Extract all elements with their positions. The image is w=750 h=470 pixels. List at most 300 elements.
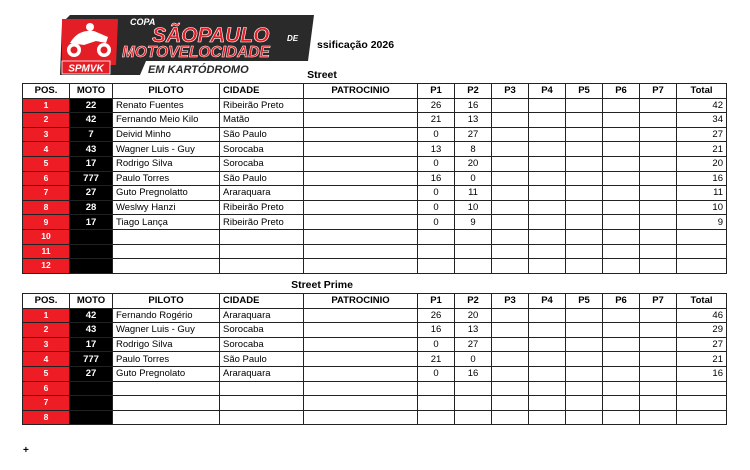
p1-cell [418, 229, 455, 244]
sponsor-cell [304, 113, 418, 128]
p6-cell [603, 142, 640, 157]
p7-cell [640, 244, 677, 259]
p5-cell [566, 171, 603, 186]
p1-cell: 0 [418, 127, 455, 142]
city-cell: São Paulo [220, 171, 304, 186]
city-cell: Araraquara [220, 186, 304, 201]
total-cell [677, 396, 727, 411]
p4-cell [529, 98, 566, 113]
position-cell: 7 [23, 396, 70, 411]
moto-number-cell: 17 [70, 337, 113, 352]
pilot-name-cell: Paulo Torres [113, 352, 220, 367]
position-cell: 1 [23, 308, 70, 323]
p3-cell [492, 410, 529, 425]
header-pos: POS. [23, 294, 70, 309]
p3-cell [492, 186, 529, 201]
p6-cell [603, 410, 640, 425]
header-p7: P7 [640, 294, 677, 309]
header-patrocinio: PATROCINIO [304, 294, 418, 309]
pilot-name-cell: Tiago Lança [113, 215, 220, 230]
table-row [23, 142, 727, 157]
total-cell: 16 [677, 366, 727, 381]
pilot-name-cell: Rodrigo Silva [113, 156, 220, 171]
city-cell: São Paulo [220, 352, 304, 367]
table-row [23, 229, 727, 244]
p4-cell [529, 142, 566, 157]
header-total: Total [677, 84, 727, 99]
p5-cell [566, 308, 603, 323]
p5-cell [566, 229, 603, 244]
city-cell: Araraquara [220, 366, 304, 381]
sponsor-cell [304, 200, 418, 215]
position-cell: 11 [23, 244, 70, 259]
moto-number-cell: 42 [70, 308, 113, 323]
position-cell: 1 [23, 98, 70, 113]
standings-table-street-prime [22, 293, 727, 425]
table-header-row [23, 84, 727, 99]
p3-cell [492, 98, 529, 113]
p6-cell [603, 323, 640, 338]
p6-cell [603, 308, 640, 323]
city-cell [220, 229, 304, 244]
sponsor-cell [304, 142, 418, 157]
header-p1: P1 [418, 294, 455, 309]
p7-cell [640, 156, 677, 171]
p5-cell [566, 323, 603, 338]
p1-cell [418, 396, 455, 411]
position-cell: 2 [23, 113, 70, 128]
p5-cell [566, 337, 603, 352]
p2-cell: 13 [455, 323, 492, 338]
p1-cell: 0 [418, 200, 455, 215]
city-cell [220, 396, 304, 411]
sponsor-cell [304, 229, 418, 244]
total-cell [677, 381, 727, 396]
p4-cell [529, 352, 566, 367]
table-row [23, 366, 727, 381]
p2-cell [455, 396, 492, 411]
p5-cell [566, 244, 603, 259]
position-cell: 5 [23, 366, 70, 381]
p2-cell [455, 244, 492, 259]
p7-cell [640, 186, 677, 201]
city-cell: Sorocaba [220, 323, 304, 338]
header-p5: P5 [566, 294, 603, 309]
p6-cell [603, 381, 640, 396]
position-cell: 6 [23, 381, 70, 396]
p3-cell [492, 171, 529, 186]
sponsor-cell [304, 366, 418, 381]
p3-cell [492, 337, 529, 352]
svg-text:DE: DE [287, 34, 299, 43]
moto-number-cell: 22 [70, 98, 113, 113]
header-p2: P2 [455, 294, 492, 309]
p7-cell [640, 142, 677, 157]
table-row [23, 113, 727, 128]
p5-cell [566, 156, 603, 171]
pilot-name-cell: Wagner Luis - Guy [113, 142, 220, 157]
p4-cell [529, 186, 566, 201]
p4-cell [529, 244, 566, 259]
city-cell [220, 244, 304, 259]
moto-number-cell [70, 244, 113, 259]
header-p4: P4 [529, 294, 566, 309]
total-cell: 42 [677, 98, 727, 113]
p4-cell [529, 113, 566, 128]
header-p1: P1 [418, 84, 455, 99]
p1-cell: 21 [418, 352, 455, 367]
moto-number-cell: 43 [70, 142, 113, 157]
total-cell: 27 [677, 127, 727, 142]
total-cell: 21 [677, 142, 727, 157]
position-cell: 2 [23, 323, 70, 338]
position-cell: 8 [23, 410, 70, 425]
p7-cell [640, 337, 677, 352]
position-cell: 3 [23, 127, 70, 142]
p7-cell [640, 98, 677, 113]
p7-cell [640, 259, 677, 274]
p1-cell: 16 [418, 171, 455, 186]
p7-cell [640, 229, 677, 244]
p1-cell: 0 [418, 186, 455, 201]
p3-cell [492, 396, 529, 411]
table-row [23, 410, 727, 425]
copa-sao-paulo-logo [56, 13, 318, 77]
p6-cell [603, 244, 640, 259]
p4-cell [529, 127, 566, 142]
p6-cell [603, 352, 640, 367]
total-cell [677, 244, 727, 259]
p5-cell [566, 410, 603, 425]
p4-cell [529, 308, 566, 323]
pilot-name-cell [113, 381, 220, 396]
p1-cell: 0 [418, 337, 455, 352]
table-row [23, 186, 727, 201]
p5-cell [566, 113, 603, 128]
p1-cell [418, 259, 455, 274]
total-cell [677, 259, 727, 274]
sponsor-cell [304, 396, 418, 411]
position-cell: 4 [23, 142, 70, 157]
svg-text:SÃOPAULO: SÃOPAULO [152, 24, 270, 47]
p3-cell [492, 215, 529, 230]
p2-cell: 10 [455, 200, 492, 215]
total-cell: 9 [677, 215, 727, 230]
header-p7: P7 [640, 84, 677, 99]
header-moto: MOTO [70, 84, 113, 99]
p3-cell [492, 229, 529, 244]
table-row [23, 171, 727, 186]
p5-cell [566, 98, 603, 113]
moto-number-cell: 777 [70, 171, 113, 186]
pilot-name-cell: Wagner Luis - Guy [113, 323, 220, 338]
table-row [23, 259, 727, 274]
p6-cell [603, 127, 640, 142]
p6-cell [603, 215, 640, 230]
p3-cell [492, 200, 529, 215]
sponsor-cell [304, 308, 418, 323]
header-pos: POS. [23, 84, 70, 99]
p1-cell: 0 [418, 156, 455, 171]
p2-cell: 27 [455, 337, 492, 352]
position-cell: 3 [23, 337, 70, 352]
total-cell: 11 [677, 186, 727, 201]
svg-text:MOTOVELOCIDADE: MOTOVELOCIDADE [122, 44, 270, 61]
total-cell: 21 [677, 352, 727, 367]
table-row [23, 156, 727, 171]
sponsor-cell [304, 337, 418, 352]
header-p4: P4 [529, 84, 566, 99]
moto-number-cell: 43 [70, 323, 113, 338]
p5-cell [566, 352, 603, 367]
moto-number-cell [70, 259, 113, 274]
sponsor-cell [304, 127, 418, 142]
p2-cell [455, 381, 492, 396]
p6-cell [603, 98, 640, 113]
city-cell: Sorocaba [220, 142, 304, 157]
standings-table-street [22, 83, 727, 274]
table-row [23, 352, 727, 367]
city-cell: Ribeirão Preto [220, 98, 304, 113]
p6-cell [603, 171, 640, 186]
moto-number-cell [70, 396, 113, 411]
p7-cell [640, 410, 677, 425]
p2-cell: 11 [455, 186, 492, 201]
moto-number-cell: 17 [70, 215, 113, 230]
p6-cell [603, 229, 640, 244]
header-piloto: PILOTO [113, 84, 220, 99]
table-row [23, 127, 727, 142]
p7-cell [640, 171, 677, 186]
svg-text:EM KARTÓDROMO: EM KARTÓDROMO [148, 64, 249, 76]
sponsor-cell [304, 215, 418, 230]
moto-number-cell [70, 381, 113, 396]
header-total: Total [677, 294, 727, 309]
header-cidade: CIDADE [220, 84, 304, 99]
pilot-name-cell [113, 229, 220, 244]
p7-cell [640, 381, 677, 396]
p7-cell [640, 396, 677, 411]
p1-cell: 13 [418, 142, 455, 157]
p5-cell [566, 186, 603, 201]
p4-cell [529, 215, 566, 230]
moto-number-cell [70, 410, 113, 425]
p3-cell [492, 259, 529, 274]
position-cell: 12 [23, 259, 70, 274]
table-header-row [23, 294, 727, 309]
p1-cell [418, 381, 455, 396]
p3-cell [492, 308, 529, 323]
p6-cell [603, 366, 640, 381]
sponsor-cell [304, 323, 418, 338]
p4-cell [529, 337, 566, 352]
p4-cell [529, 259, 566, 274]
pilot-name-cell: Guto Pregnolato [113, 366, 220, 381]
table-row [23, 396, 727, 411]
total-cell: 29 [677, 323, 727, 338]
pilot-name-cell: Paulo Torres [113, 171, 220, 186]
p6-cell [603, 200, 640, 215]
p1-cell: 0 [418, 215, 455, 230]
p4-cell [529, 156, 566, 171]
p6-cell [603, 186, 640, 201]
position-cell: 6 [23, 171, 70, 186]
position-cell: 4 [23, 352, 70, 367]
p7-cell [640, 127, 677, 142]
total-cell [677, 229, 727, 244]
p6-cell [603, 156, 640, 171]
p5-cell [566, 142, 603, 157]
moto-number-cell: 777 [70, 352, 113, 367]
p7-cell [640, 366, 677, 381]
svg-text:COPA: COPA [130, 17, 156, 27]
p3-cell [492, 113, 529, 128]
city-cell [220, 381, 304, 396]
p2-cell: 20 [455, 156, 492, 171]
total-cell: 20 [677, 156, 727, 171]
total-cell: 10 [677, 200, 727, 215]
table-row [23, 323, 727, 338]
p7-cell [640, 215, 677, 230]
moto-number-cell: 7 [70, 127, 113, 142]
header-p3: P3 [492, 84, 529, 99]
p3-cell [492, 127, 529, 142]
p7-cell [640, 352, 677, 367]
header-p6: P6 [603, 294, 640, 309]
sponsor-cell [304, 171, 418, 186]
moto-number-cell: 17 [70, 156, 113, 171]
city-cell: Ribeirão Preto [220, 215, 304, 230]
table-row [23, 381, 727, 396]
p3-cell [492, 244, 529, 259]
p5-cell [566, 366, 603, 381]
header-p3: P3 [492, 294, 529, 309]
header-p2: P2 [455, 84, 492, 99]
p2-cell: 0 [455, 352, 492, 367]
sponsor-cell [304, 410, 418, 425]
p3-cell [492, 366, 529, 381]
position-cell: 9 [23, 215, 70, 230]
moto-number-cell: 42 [70, 113, 113, 128]
p7-cell [640, 113, 677, 128]
header-piloto: PILOTO [113, 294, 220, 309]
position-cell: 5 [23, 156, 70, 171]
pilot-name-cell [113, 410, 220, 425]
p3-cell [492, 352, 529, 367]
section-title-street: Street [307, 69, 337, 81]
p1-cell [418, 244, 455, 259]
sponsor-cell [304, 186, 418, 201]
header-cidade: CIDADE [220, 294, 304, 309]
p2-cell [455, 229, 492, 244]
p4-cell [529, 323, 566, 338]
p7-cell [640, 323, 677, 338]
p2-cell: 8 [455, 142, 492, 157]
p5-cell [566, 381, 603, 396]
p2-cell [455, 410, 492, 425]
table-row [23, 200, 727, 215]
p4-cell [529, 171, 566, 186]
p4-cell [529, 200, 566, 215]
total-cell: 34 [677, 113, 727, 128]
p3-cell [492, 381, 529, 396]
moto-number-cell [70, 229, 113, 244]
section-title-street-prime: Street Prime [291, 279, 353, 291]
sponsor-cell [304, 98, 418, 113]
pilot-name-cell [113, 396, 220, 411]
page-title: ssificação 2026 [317, 39, 395, 51]
pilot-name-cell [113, 259, 220, 274]
p7-cell [640, 308, 677, 323]
pilot-name-cell: Guto Pregnolatto [113, 186, 220, 201]
moto-number-cell: 27 [70, 366, 113, 381]
p4-cell [529, 410, 566, 425]
sponsor-cell [304, 244, 418, 259]
p1-cell: 26 [418, 308, 455, 323]
p6-cell [603, 259, 640, 274]
pilot-name-cell [113, 244, 220, 259]
p2-cell: 13 [455, 113, 492, 128]
p2-cell: 0 [455, 171, 492, 186]
city-cell: São Paulo [220, 127, 304, 142]
table-row [23, 337, 727, 352]
table-row [23, 244, 727, 259]
pilot-name-cell: Rodrigo Silva [113, 337, 220, 352]
sponsor-cell [304, 259, 418, 274]
sponsor-cell [304, 381, 418, 396]
p5-cell [566, 215, 603, 230]
moto-number-cell: 28 [70, 200, 113, 215]
p5-cell [566, 259, 603, 274]
p1-cell: 0 [418, 366, 455, 381]
city-cell: Matão [220, 113, 304, 128]
pilot-name-cell: Weslwy Hanzi [113, 200, 220, 215]
p2-cell: 27 [455, 127, 492, 142]
header-p5: P5 [566, 84, 603, 99]
p4-cell [529, 396, 566, 411]
pilot-name-cell: Fernando Rogério [113, 308, 220, 323]
sponsor-cell [304, 156, 418, 171]
p1-cell: 21 [418, 113, 455, 128]
badge-text: SPMVK [68, 63, 104, 75]
p4-cell [529, 366, 566, 381]
p1-cell [418, 410, 455, 425]
sponsor-cell [304, 352, 418, 367]
p3-cell [492, 156, 529, 171]
p7-cell [640, 200, 677, 215]
city-cell [220, 259, 304, 274]
p4-cell [529, 381, 566, 396]
p1-cell: 16 [418, 323, 455, 338]
p5-cell [566, 396, 603, 411]
p2-cell: 16 [455, 98, 492, 113]
p4-cell [529, 229, 566, 244]
p2-cell: 9 [455, 215, 492, 230]
p5-cell [566, 200, 603, 215]
p2-cell [455, 259, 492, 274]
total-cell [677, 410, 727, 425]
header-moto: MOTO [70, 294, 113, 309]
city-cell: Ribeirão Preto [220, 200, 304, 215]
header-patrocinio: PATROCINIO [304, 84, 418, 99]
moto-number-cell: 27 [70, 186, 113, 201]
city-cell: Sorocaba [220, 337, 304, 352]
p6-cell [603, 337, 640, 352]
position-cell: 10 [23, 229, 70, 244]
p6-cell [603, 396, 640, 411]
position-cell: 7 [23, 186, 70, 201]
p2-cell: 16 [455, 366, 492, 381]
